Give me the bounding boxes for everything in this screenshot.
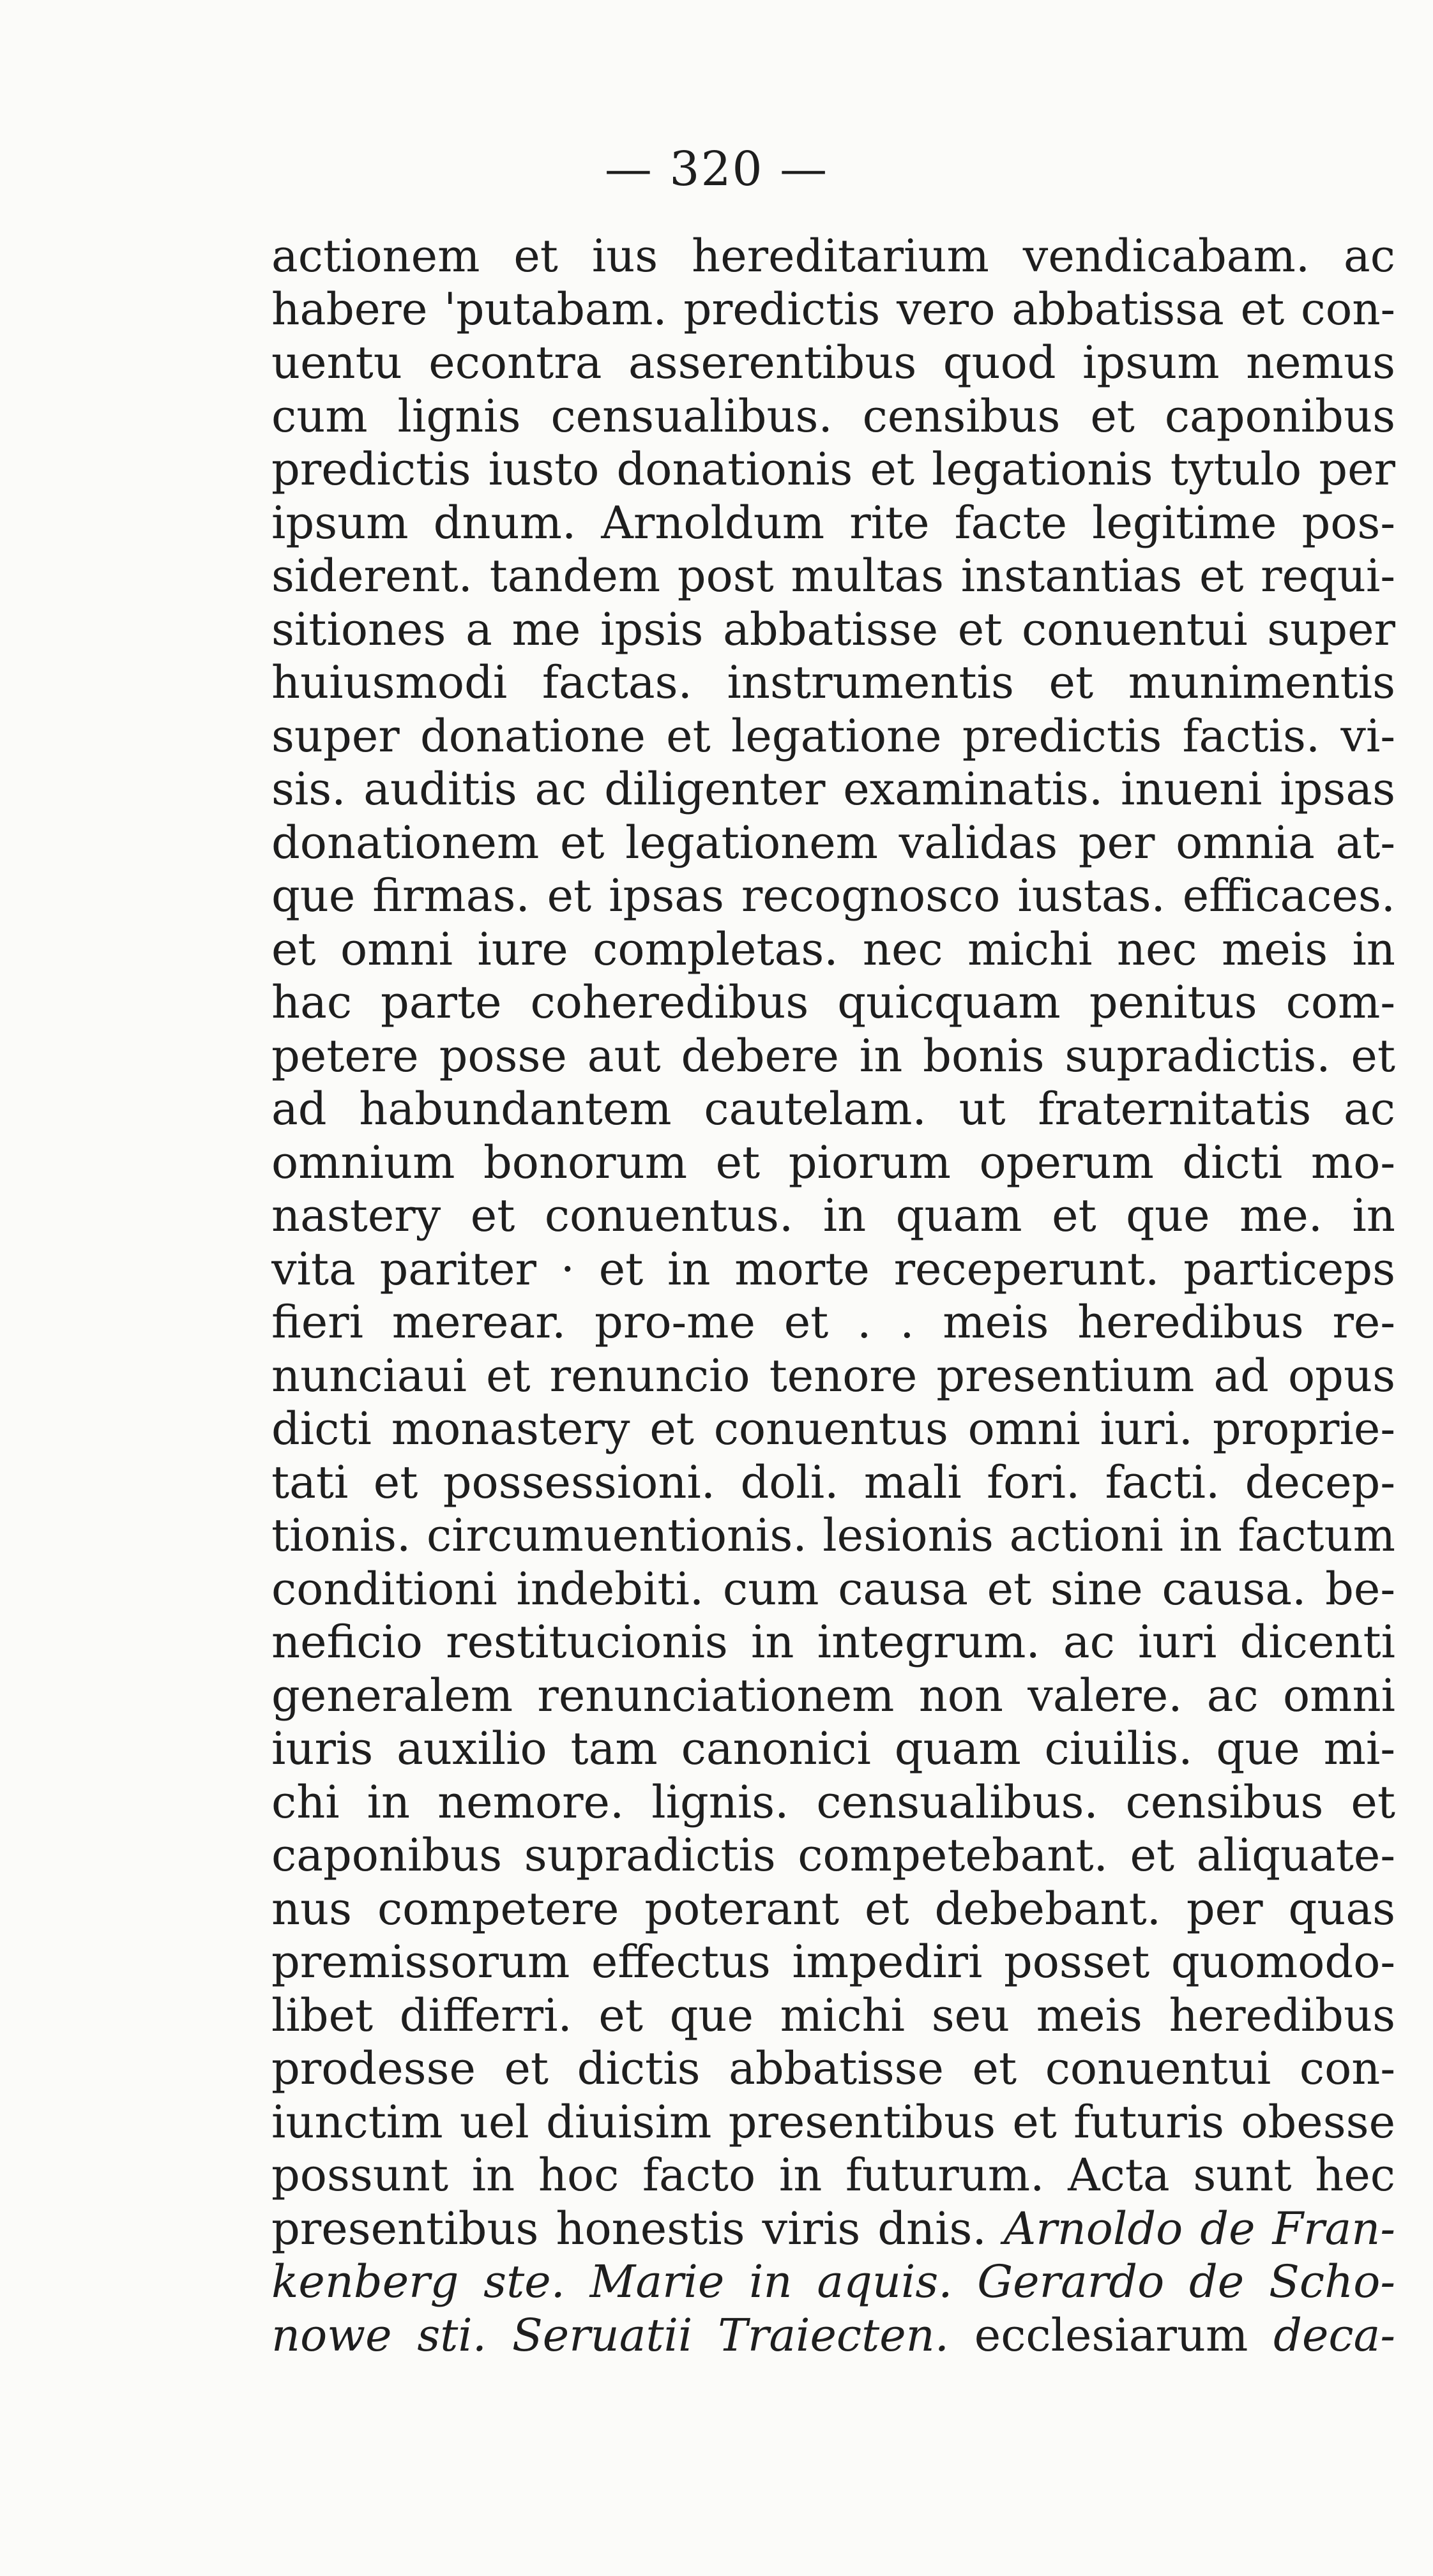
text-segment: nastery et conuentus. in quam et que me. in [271,1189,1395,1242]
text-line [271,710,1395,764]
text-segment: tionis. circumuentionis. lesionis actioni in factum [271,1509,1395,1562]
text-segment: neficio restitucionis in integrum. ac iuri dicenti [271,1616,1395,1668]
text-line [271,1350,1395,1403]
italic-text-segment: kenberg ste. Marie in aquis. Gerardo de Scho- [271,2256,1395,2308]
text-line [271,2203,1395,2256]
text-line [271,2042,1395,2096]
text-line [271,443,1395,497]
text-line [271,1936,1395,1989]
text-line [271,870,1395,923]
text-segment: presentibus honestis viris dnis. [271,2202,1004,2255]
text-segment: premissorum effectus impediri posset quomodo- [271,1936,1395,1988]
text-line [271,1776,1395,1830]
text-line [271,230,1395,283]
text-segment: chi in nemore. lignis. censualibus. censibus et [271,1775,1395,1828]
text-line [271,976,1395,1030]
text-segment: caponibus supradictis competebant. et aliquate- [271,1829,1395,1881]
text-segment: que firmas. et ipsas recognosco iustas. efficaces. [271,870,1395,922]
text-segment: ipsum dnum. Arnoldum rite facte legitime pos- [271,496,1395,549]
text-line [271,1829,1395,1883]
text-segment: super donatione et legatione predictis factis. vi- [271,709,1395,762]
text-line [271,336,1395,390]
text-line [271,1403,1395,1456]
body-text [271,230,1395,2362]
text-segment: huiusmodi factas. instrumentis et munimentis [271,656,1395,709]
text-line [271,497,1395,550]
text-segment: et omni iure completas. nec michi nec meis in [271,923,1395,975]
text-line [271,1722,1395,1776]
text-segment: nunciaui et renuncio tenore presentium ad opus [271,1349,1395,1402]
text-line [271,1669,1395,1723]
text-line [271,283,1395,337]
text-line [271,603,1395,657]
text-line [271,1189,1395,1243]
text-line [271,1243,1395,1297]
italic-text-segment: Arnoldo de Fran- [1003,2202,1395,2255]
text-line [271,1296,1395,1350]
text-segment: habere 'putabam. predictis vero abbatissa et con- [271,283,1395,335]
text-line [271,1509,1395,1563]
italic-text-segment: nowe sti. Seruatii Traiecten. [271,2309,949,2361]
text-segment: predictis iusto donationis et legationis tytulo per [271,443,1395,495]
text-line [271,1883,1395,1936]
text-line [271,1030,1395,1083]
text-segment: fieri merear. pro-me et . . meis heredibus re- [271,1296,1395,1348]
text-line [271,2096,1395,2150]
text-segment: ad habundantem cautelam. ut fraternitatis ac [271,1083,1395,1135]
text-line [271,923,1395,977]
text-line [271,2309,1395,2363]
text-line [271,550,1395,603]
text-line [271,1083,1395,1136]
text-segment: siderent. tandem post multas instantias et requi- [271,550,1395,602]
text-line [271,390,1395,444]
text-segment: iuris auxilio tam canonici quam ciuilis. que mi- [271,1722,1395,1775]
text-segment: iunctim uel diuisim presentibus et futuris obesse [271,2095,1395,2148]
text-line [271,1136,1395,1190]
text-segment: vita pariter · et in morte receperunt. particeps [271,1242,1395,1295]
text-line [271,656,1395,710]
text-line [271,817,1395,870]
text-line [271,1563,1395,1616]
page-number: — 320 — [604,142,829,197]
text-segment: tati et possessioni. doli. mali fori. facti. decep- [271,1456,1395,1509]
text-segment: possunt in hoc facto in futurum. Acta sunt hec [271,2149,1395,2201]
text-segment: dicti monastery et conuentus omni iuri. proprie- [271,1403,1395,1455]
text-line [271,2149,1395,2203]
text-line [271,1456,1395,1510]
italic-text-segment: deca- [1273,2309,1395,2361]
text-segment: nus competere poterant et debebant. per quas [271,1882,1395,1935]
text-segment: hac parte coheredibus quicquam penitus com- [271,976,1395,1028]
text-segment: omnium bonorum et piorum operum dicti mo- [271,1136,1395,1189]
text-segment: ecclesiarum [948,2309,1274,2361]
text-segment: sis. auditis ac diligenter examinatis. inueni ipsas [271,763,1395,815]
text-segment: prodesse et dictis abbatisse et conuentui con- [271,2042,1395,2095]
text-segment: libet differri. et que michi seu meis heredibus [271,1989,1395,2042]
text-line [271,1616,1395,1669]
text-segment: petere posse aut debere in bonis supradictis. et [271,1029,1395,1082]
text-segment: donationem et legationem validas per omnia at- [271,816,1395,869]
text-segment: actionem et ius hereditarium vendicabam. ac [271,230,1395,282]
text-segment: generalem renunciationem non valere. ac omni [271,1669,1395,1722]
text-line [271,763,1395,817]
text-segment: uentu econtra asserentibus quod ipsum nemus [271,336,1395,389]
text-segment: conditioni indebiti. cum causa et sine causa. be- [271,1562,1395,1615]
text-line [271,1989,1395,2043]
text-segment: sitiones a me ipsis abbatisse et conuentui super [271,603,1395,656]
text-line [271,2256,1395,2309]
text-segment: cum lignis censualibus. censibus et caponibus [271,389,1395,442]
